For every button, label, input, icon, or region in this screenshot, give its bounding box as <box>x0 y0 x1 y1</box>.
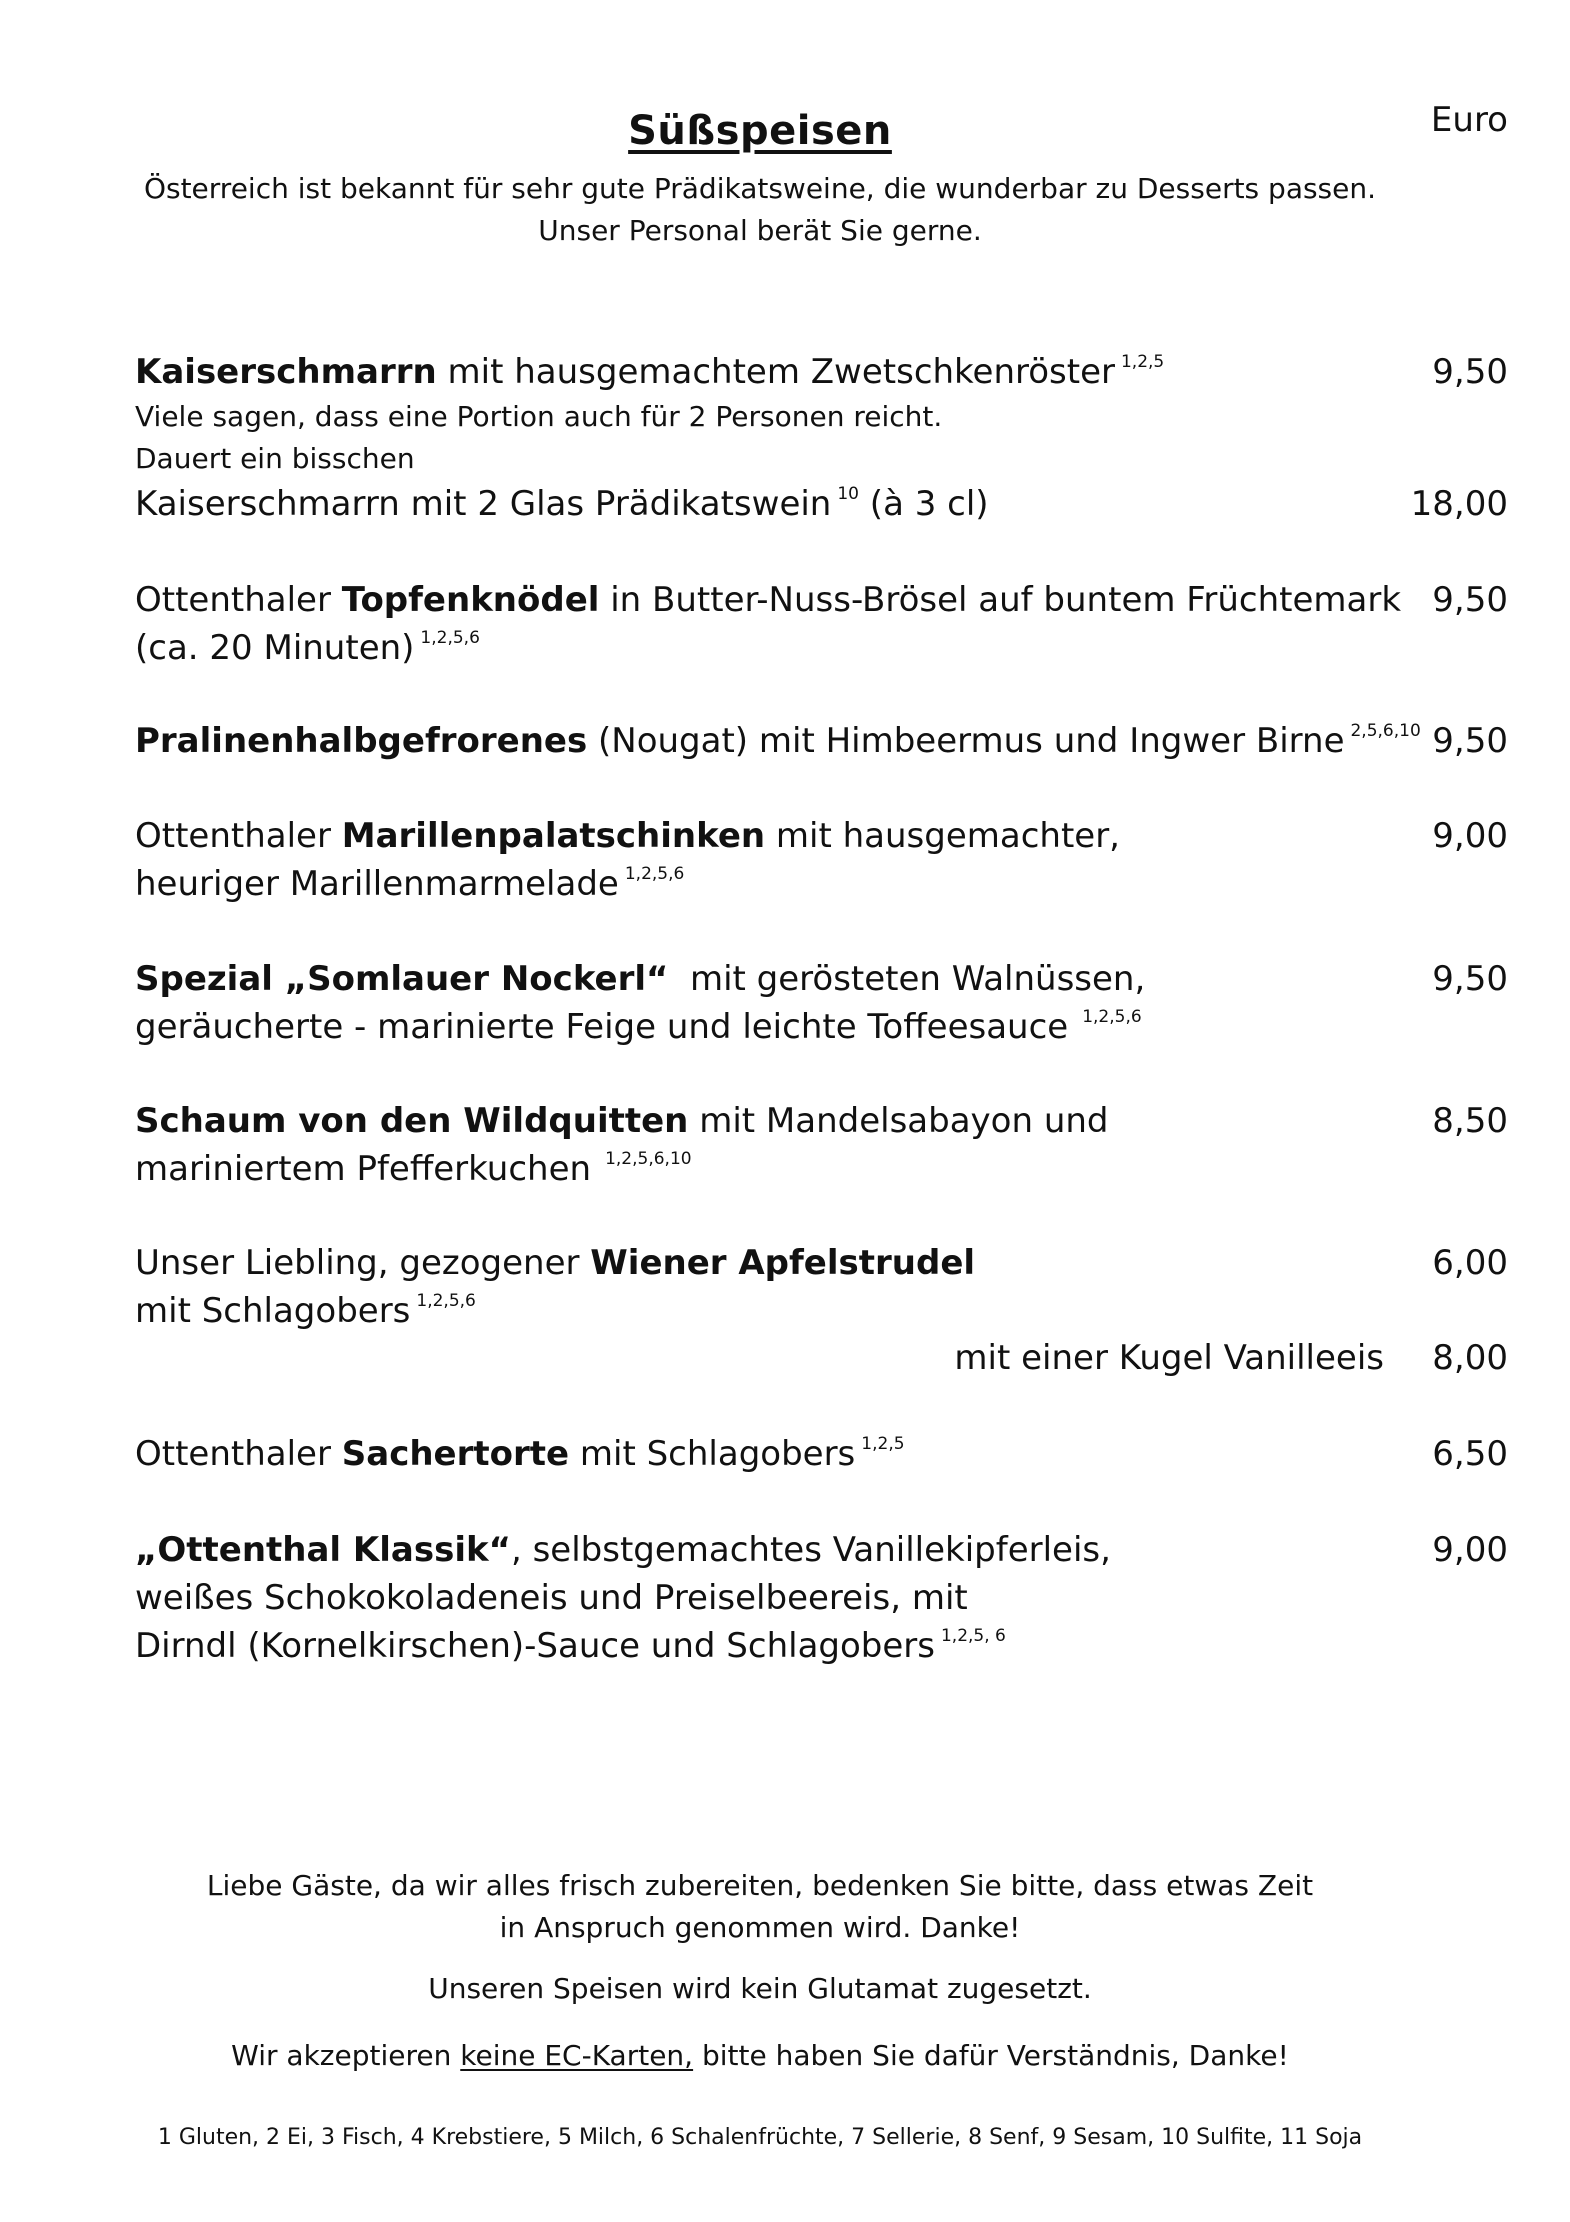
intro-line-2: Unser Personal berät Sie gerne. <box>538 214 982 247</box>
menu-item-marillenpalatschinken <box>135 812 1435 908</box>
menu-item-wildquitten <box>135 1097 1435 1193</box>
item-line <box>135 1430 1435 1478</box>
item-desc: mit Mandelsabayon und <box>688 1101 1109 1141</box>
footer-note-line-1: Liebe Gäste, da wir alles frisch zubereiten, bedenken Sie bitte, dass etwas Zeit <box>206 1869 1314 1902</box>
item-prefix: Unser Liebling, gezogener <box>135 1243 591 1283</box>
item-desc: in Butter-Nuss-Brösel auf buntem Früchtemark <box>599 580 1402 620</box>
item-line <box>135 1526 1435 1574</box>
glutamat-note: Unseren Speisen wird kein Glutamat zugesetzt. <box>428 1972 1092 2005</box>
item-price: 8,50 <box>1432 1101 1508 1141</box>
allergen-codes: 1,2,5 <box>1120 352 1165 372</box>
item-line <box>135 624 1435 672</box>
item-combo <box>135 480 1435 528</box>
item-prefix: Ottenthaler <box>135 580 342 620</box>
allergen-codes: 1,2,5,6,10 <box>605 1149 692 1169</box>
item-desc: , selbstgemachtes Vanillekipferleis, <box>510 1530 1111 1570</box>
item-price: 9,50 <box>1432 352 1508 392</box>
item-variant: mit einer Kugel Vanilleeis <box>954 1338 1384 1378</box>
item-price: 9,50 <box>1432 721 1508 761</box>
item-price: 9,50 <box>1432 580 1508 620</box>
item-desc: mit gerösteten Walnüssen, <box>668 959 1146 999</box>
item-line <box>135 576 1435 624</box>
item-name: Pralinenhalbgefrorenes <box>135 721 588 761</box>
allergen-codes: 1,2,5,6 <box>416 1291 476 1311</box>
item-desc: mit hausgemachtem Zwetschkenröster <box>436 352 1115 392</box>
menu-item-sachertorte <box>135 1430 1435 1478</box>
item-line <box>135 1622 1435 1670</box>
menu-item-ottenthal-klassik <box>135 1526 1435 1670</box>
payment-note-underlined: keine EC-Karten, <box>460 2039 694 2072</box>
item-prefix: Ottenthaler <box>135 816 342 856</box>
item-line-2: (ca. 20 Minuten) <box>135 628 415 668</box>
item-desc: mit Schlagobers <box>569 1434 856 1474</box>
allergen-codes: 1,2,5,6 <box>420 628 480 648</box>
menu-item-somlauer-nockerl <box>135 955 1435 1051</box>
allergen-codes: 1,2,5 <box>861 1434 905 1454</box>
item-line <box>135 1003 1435 1051</box>
page-title: Süßspeisen <box>628 108 892 154</box>
item-note: Viele sagen, dass eine Portion auch für 2 Personen reicht. <box>135 400 943 433</box>
allergen-codes: 1,2,5, 6 <box>940 1626 1006 1646</box>
payment-note-pre: Wir akzeptieren <box>231 2039 461 2072</box>
item-price: 6,00 <box>1432 1243 1508 1283</box>
item-desc: (Nougat) mit Himbeermus und Ingwer Birne <box>587 721 1345 761</box>
allergen-codes: 1,2,5,6 <box>624 864 685 884</box>
item-line <box>135 812 1435 860</box>
item-price: 9,00 <box>1432 1530 1508 1570</box>
combo-text: Kaiserschmarrn mit 2 Glas Prädikatswein <box>135 484 832 524</box>
item-line <box>135 1097 1435 1145</box>
item-name: Wiener Apfelstrudel <box>590 1243 976 1283</box>
item-line <box>135 717 1435 765</box>
item-line <box>135 1287 1435 1335</box>
item-note: Dauert ein bisschen <box>135 442 415 475</box>
item-name: Kaiserschmarrn <box>135 352 437 392</box>
variant-price: 8,00 <box>1432 1338 1508 1378</box>
item-name: Spezial „Somlauer Nockerl“ <box>135 959 669 999</box>
item-price: 9,50 <box>1432 959 1508 999</box>
item-price: 9,00 <box>1432 816 1508 856</box>
menu-item-pralinenhalbgefrorenes <box>135 717 1435 765</box>
payment-note <box>0 2035 1520 2077</box>
item-price: 6,50 <box>1432 1434 1508 1474</box>
combo-suffix: (à 3 cl) <box>859 484 989 524</box>
allergen-legend: 1 Gluten, 2 Ei, 3 Fisch, 4 Krebstiere, 5 Milch, 6 Schalenfrüchte, 7 Sellerie, 8 Senf, 9 Sesam, 10 Sulfite, 11 Soja <box>157 2125 1363 2150</box>
item-name: Schaum von den Wildquitten <box>135 1101 689 1141</box>
item-name: Topfenknödel <box>341 580 600 620</box>
item-line <box>135 860 1435 908</box>
currency-label: Euro <box>1430 100 1508 140</box>
item-line: weißes Schokokoladeneis und Preiselbeereis, mit <box>135 1578 968 1618</box>
item-line-3: Dirndl (Kornelkirschen)-Sauce und Schlagobers <box>135 1626 935 1666</box>
menu-item-topfenknoedel <box>135 576 1435 672</box>
combo-price: 18,00 <box>1410 484 1508 524</box>
item-line <box>135 1239 1435 1287</box>
item-line <box>135 955 1435 1003</box>
item-prefix: Ottenthaler <box>135 1434 342 1474</box>
item-name: Marillenpalatschinken <box>341 816 766 856</box>
item-line-2: mariniertem Pfefferkuchen <box>135 1149 592 1189</box>
allergen-codes: 1,2,5,6 <box>1082 1007 1142 1027</box>
menu-item-apfelstrudel <box>135 1239 1435 1335</box>
intro-line-1: Österreich ist bekannt für sehr gute Prädikatsweine, die wunderbar zu Desserts passen. <box>143 172 1377 205</box>
item-name: „Ottenthal Klassik“ <box>135 1530 511 1570</box>
menu-item-kaiserschmarrn <box>135 348 1435 528</box>
item-line <box>135 348 1435 396</box>
item-desc: mit hausgemachter, <box>765 816 1120 856</box>
item-line-2: heuriger Marillenmarmelade <box>135 864 619 904</box>
item-line-2: mit Schlagobers <box>135 1291 411 1331</box>
item-name: Sachertorte <box>341 1434 570 1474</box>
footer-note-line-2: in Anspruch genommen wird. Danke! <box>499 1911 1021 1944</box>
allergen-codes: 10 <box>837 484 859 504</box>
allergen-codes: 2,5,6,10 <box>1350 721 1421 741</box>
payment-note-post: bitte haben Sie dafür Verständnis, Danke! <box>693 2039 1289 2072</box>
item-line <box>135 1145 1435 1193</box>
item-line-2: geräucherte - marinierte Feige und leichte Toffeesauce <box>135 1007 1069 1047</box>
